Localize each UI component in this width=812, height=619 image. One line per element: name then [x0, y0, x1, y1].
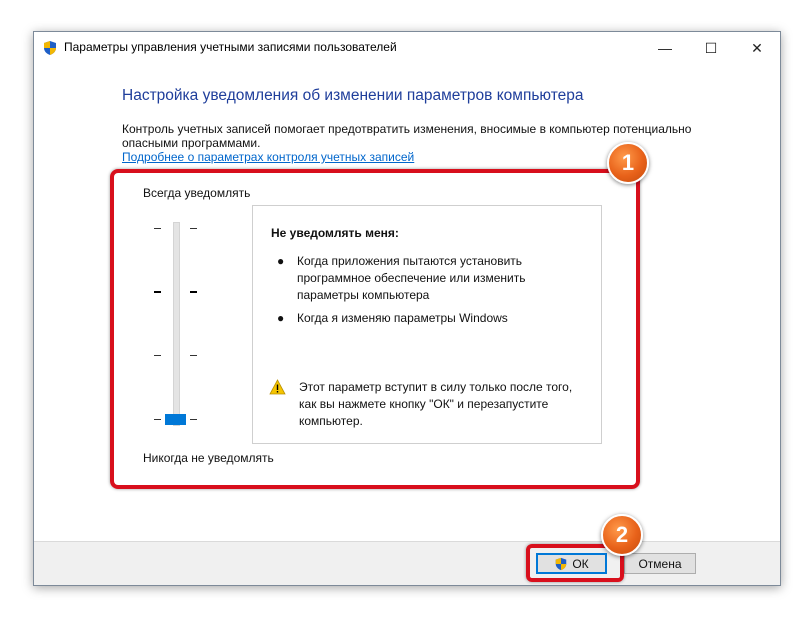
page-title: Настройка уведомления об изменении параметров компьютера [122, 87, 584, 104]
uac-settings-window [33, 31, 781, 586]
slider-top-label: Всегда уведомлять [143, 186, 251, 200]
bullet-item: Когда я изменяю параметры Windows [297, 311, 508, 325]
restart-warning-text: Этот параметр вступит в силу только после того, как вы нажмете кнопку "ОК" и перезапустите компьютер. [299, 380, 573, 428]
bullet-icon: ● [277, 311, 285, 325]
step-badge-2: 2 [601, 514, 643, 556]
maximize-button[interactable]: ☐ [704, 40, 718, 56]
panel-heading: Не уведомлять меня: [271, 226, 399, 240]
window-title: Параметры управления учетными записями пользователей [64, 40, 397, 54]
learn-more-link[interactable]: Подробнее о параметрах контроля учетных записей [122, 150, 415, 164]
minimize-button[interactable]: — [658, 40, 672, 56]
uac-shield-icon [42, 40, 58, 56]
step-badge-1: 1 [607, 142, 649, 184]
close-button[interactable]: ✕ [751, 40, 763, 56]
description-text: Контроль учетных записей помогает предотвратить изменения, вносимые в компьютер потенциально опасными программами. [122, 122, 692, 150]
title-bar[interactable] [34, 32, 780, 64]
bullet-item: Когда приложения пытаются установить программное обеспечение или изменить параметры компьютера [297, 254, 526, 302]
bullet-icon: ● [277, 254, 285, 268]
slider-bottom-label: Никогда не уведомлять [143, 451, 274, 465]
ok-button-label: ОК [572, 556, 589, 571]
slider-highlight-frame [110, 169, 640, 489]
cancel-button[interactable]: Отмена [624, 553, 696, 574]
